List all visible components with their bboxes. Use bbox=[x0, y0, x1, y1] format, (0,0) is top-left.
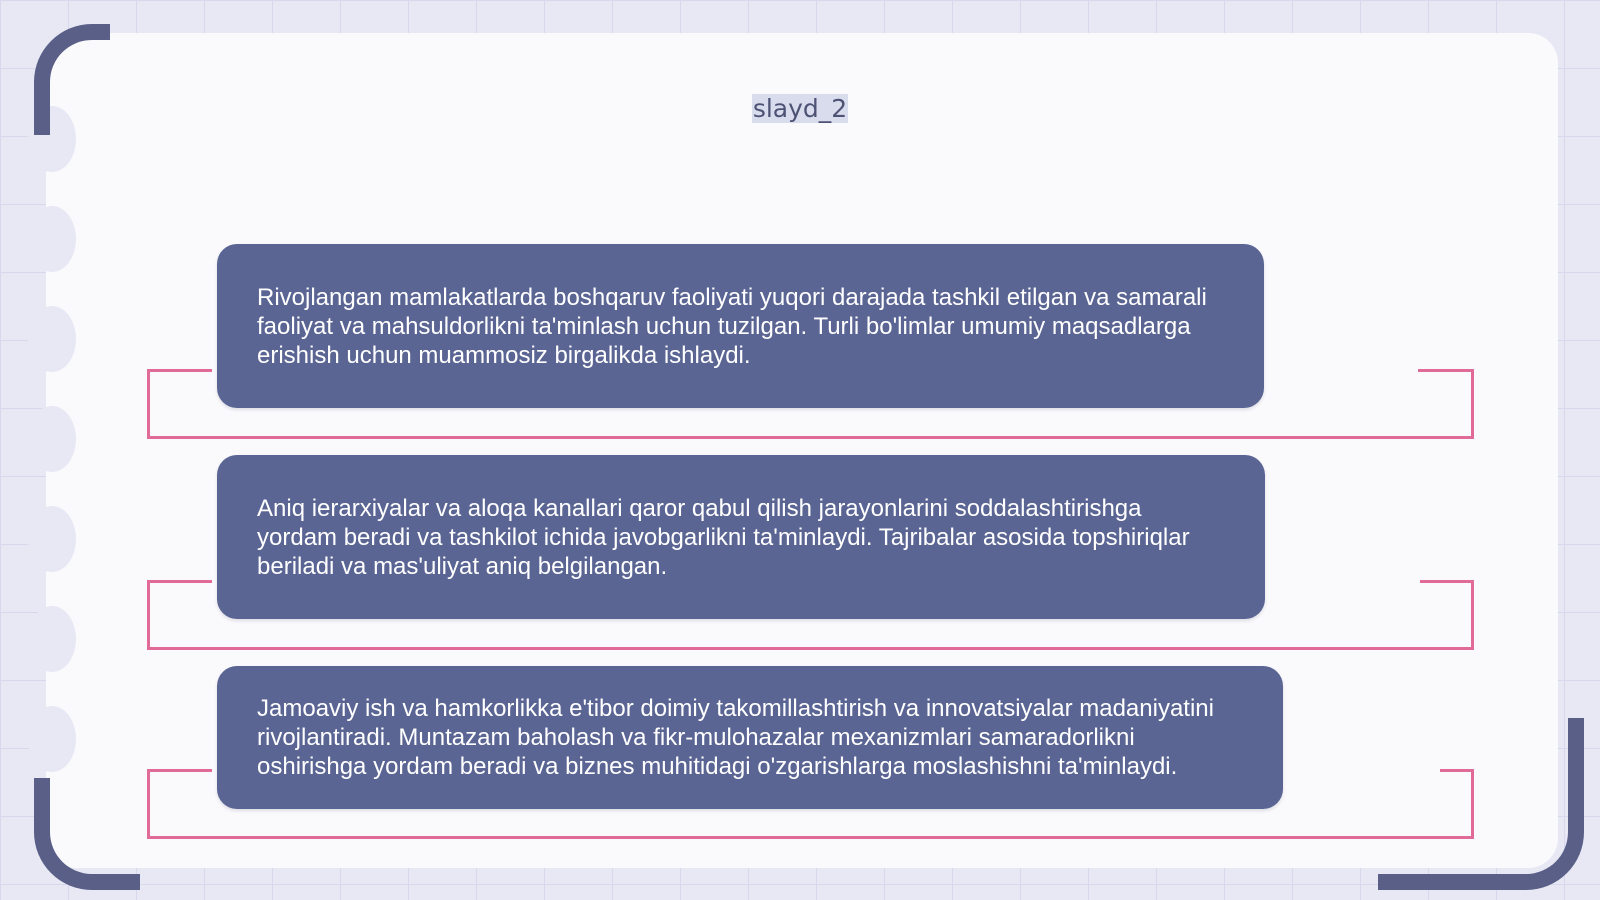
text-block-1 bbox=[217, 244, 1264, 408]
card-edge-notch bbox=[28, 306, 76, 372]
text-block-3-content: Jamoaviy ish va hamkorlikka e'tibor doimiy takomillashtirish va innovatsiyalar madaniyatini rivojlantiradi. Muntazam baholash va fikr-mulohazalar mexanizmlari samaradorlikni oshirishga yordam beradi va biznes muhitidagi o'zgarishlarga moslashishni ta'minlaydi. bbox=[257, 695, 1214, 780]
slide-title-text: slayd_2 bbox=[752, 94, 848, 123]
corner-bracket-bottom-left bbox=[34, 778, 140, 890]
text-block-2-content: Aniq ierarxiyalar va aloqa kanallari qaror qabul qilish jarayonlarini soddalashtirishga yordam beradi va tashkilot ichida javobgarlikni ta'minlaydi. Tajribalar asosida topshiriqlar beriladi va mas'uliyat aniq belgilangan. bbox=[257, 494, 1190, 580]
slide-title bbox=[0, 94, 1600, 123]
text-block-3 bbox=[217, 666, 1283, 809]
card-edge-notch bbox=[28, 706, 76, 772]
card-edge-notch bbox=[28, 206, 76, 272]
text-block-2 bbox=[217, 455, 1265, 619]
card-edge-notch bbox=[28, 506, 76, 572]
text-block-1-content: Rivojlangan mamlakatlarda boshqaruv faoliyati yuqori darajada tashkil etilgan va samarali faoliyat va mahsuldorlikni ta'minlash uchun tuzilgan. Turli bo'limlar umumiy maqsadlarga erishish uchun muammosiz birgalikda ishlaydi. bbox=[257, 283, 1207, 369]
card-edge-notch bbox=[28, 606, 76, 672]
card-edge-notch bbox=[28, 406, 76, 472]
